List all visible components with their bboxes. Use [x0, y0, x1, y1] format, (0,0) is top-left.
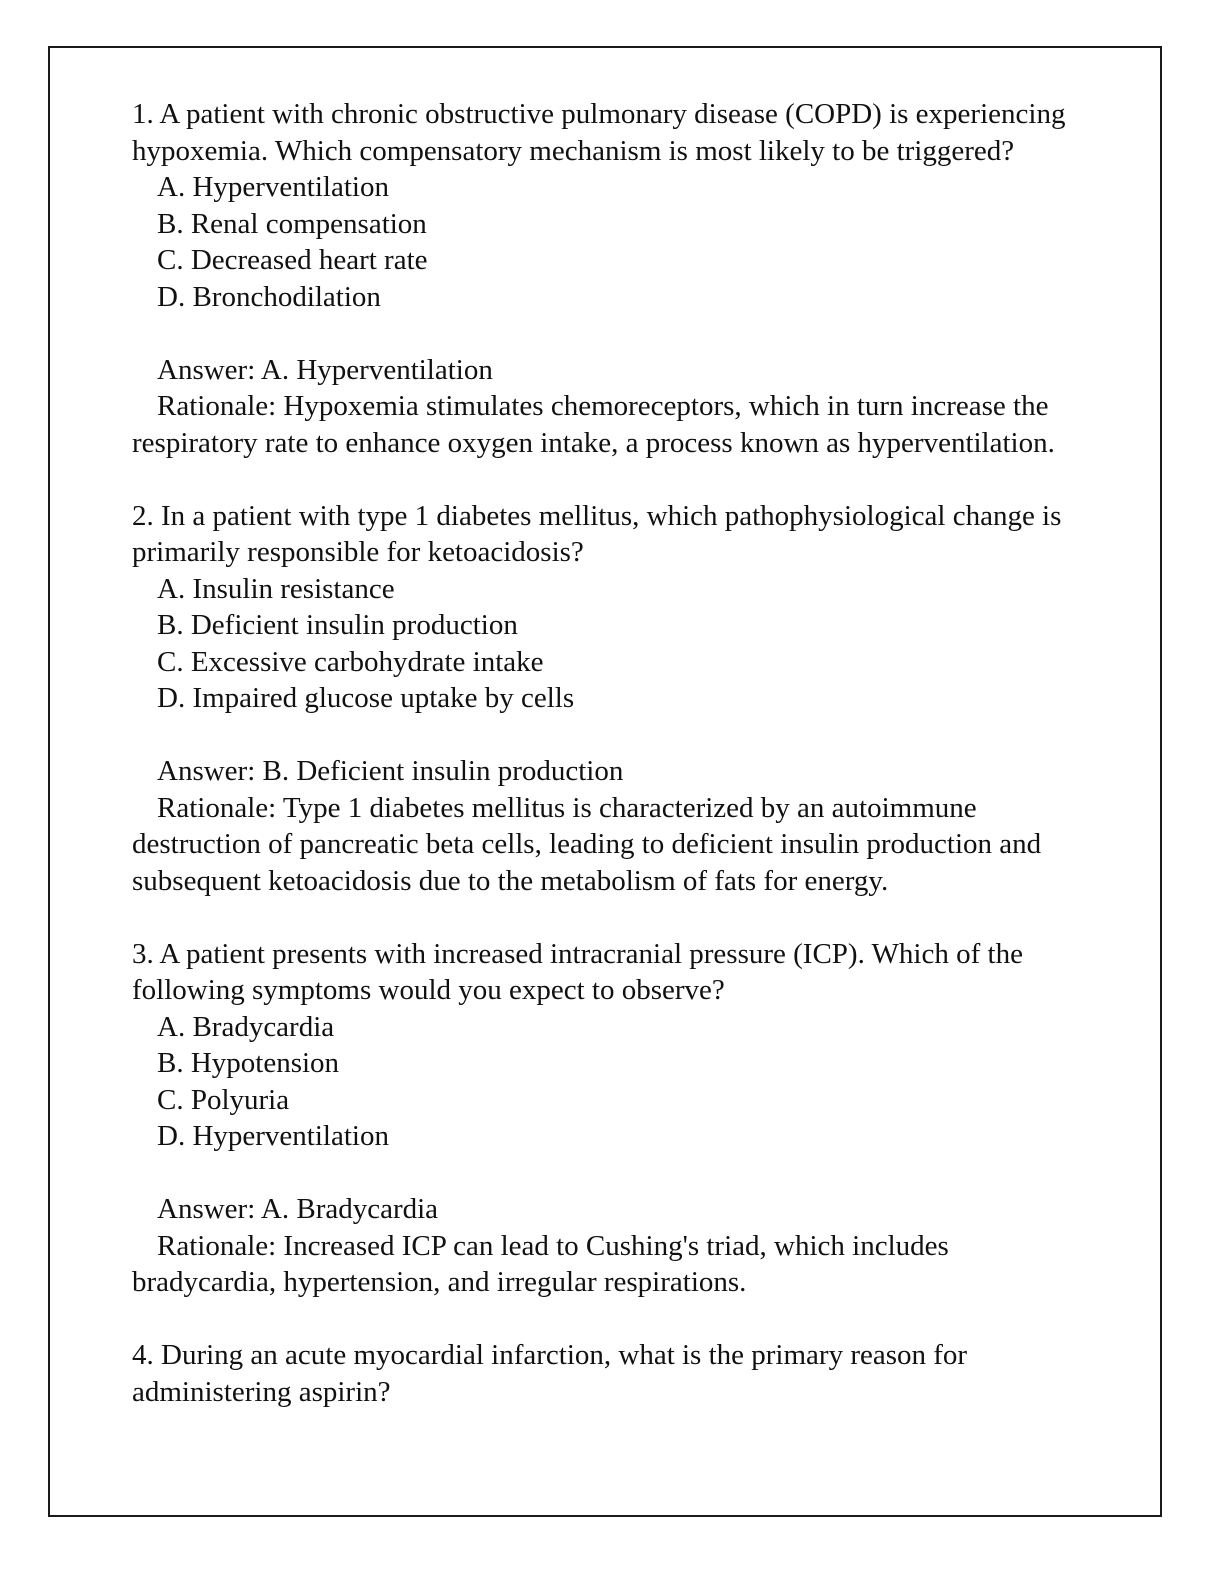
option-2d: D. Impaired glucose uptake by cells: [157, 682, 575, 714]
question-block-2: [132, 498, 1092, 900]
question-text-1: 1. A patient with chronic obstructive pulmonary disease (COPD) is experiencing hypoxemia. Which compensatory mechanism is most likely to be triggered?: [132, 98, 1066, 167]
question-block-3: [132, 936, 1092, 1301]
option-2b: B. Deficient insulin production: [157, 609, 518, 641]
document-body: [132, 96, 1092, 1410]
option-1d: D. Bronchodilation: [157, 280, 381, 313]
question-text-4: 4. During an acute myocardial infarction, what is the primary reason for administering aspirin?: [132, 1339, 968, 1408]
spacer: [132, 315, 1092, 352]
question-block-4: [132, 1337, 1092, 1410]
question-text-3: 3. A patient presents with increased intracranial pressure (ICP). Which of the following symptoms would you expect to observe?: [132, 937, 1023, 1006]
spacer: [132, 717, 1092, 754]
rationale-1: Rationale: Hypoxemia stimulates chemoreceptors, which in turn increase the respiratory rate to enhance oxygen intake, a process known as hyperventilation.: [132, 390, 1055, 459]
option-3a: A. Bradycardia: [157, 1010, 335, 1043]
rationale-2: Rationale: Type 1 diabetes mellitus is characterized by an autoimmune destruction of pancreatic beta cells, leading to deficient insulin production and subsequent ketoacidosis due to the metabolism of fats for energy.: [132, 791, 1042, 897]
option-1b: B. Renal compensation: [157, 207, 427, 240]
option-3b: B. Hypotension: [157, 1047, 340, 1079]
option-1c: C. Decreased heart rate: [157, 244, 428, 276]
option-2a: A. Insulin resistance: [157, 572, 395, 605]
answer-1: Answer: A. Hyperventilation: [157, 353, 493, 386]
answer-3: Answer: A. Bradycardia: [157, 1193, 439, 1225]
option-3c: C. Polyuria: [157, 1083, 290, 1116]
question-text-2: 2. In a patient with type 1 diabetes mellitus, which pathophysiological change is primarily responsible for ketoacidosis?: [132, 499, 1062, 568]
spacer: [132, 899, 1092, 936]
option-2c: C. Excessive carbohydrate intake: [157, 645, 544, 678]
spacer: [132, 461, 1092, 498]
question-block-1: [132, 96, 1092, 461]
option-1a: A. Hyperventilation: [157, 171, 389, 203]
option-3d: D. Hyperventilation: [157, 1120, 389, 1152]
spacer: [132, 1301, 1092, 1338]
rationale-3: Rationale: Increased ICP can lead to Cushing's triad, which includes bradycardia, hypertension, and irregular respirations.: [132, 1229, 949, 1298]
answer-2: Answer: B. Deficient insulin production: [157, 755, 624, 787]
spacer: [132, 1155, 1092, 1192]
